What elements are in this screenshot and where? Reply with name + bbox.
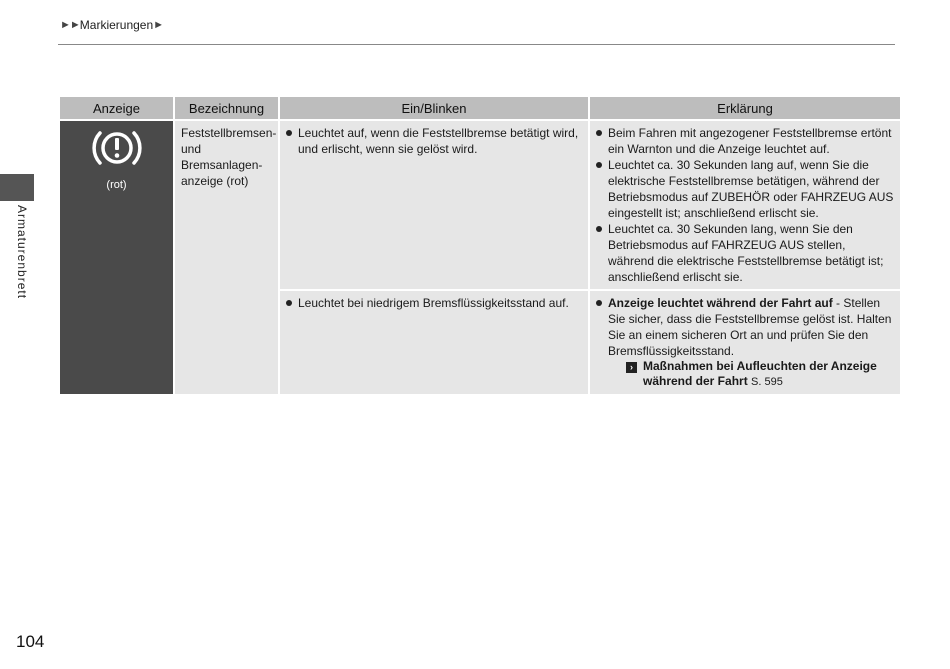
header-bezeichnung: Bezeichnung bbox=[175, 97, 278, 119]
list-item: Beim Fahren mit angezogener Feststellbremse ertönt ein Warnton und die Anzeige leuchtet auf. bbox=[596, 125, 894, 157]
list-item: Leuchtet bei niedrigem Bremsflüssigkeitsstand auf. bbox=[286, 295, 582, 311]
indicator-name-cell bbox=[175, 121, 278, 394]
page-number: 104 bbox=[16, 632, 45, 651]
explanation-cell bbox=[590, 121, 900, 289]
table-header-row bbox=[60, 97, 900, 119]
list-item: Leuchtet auf, wenn die Feststellbremse betätigt wird, und erlischt, wenn sie gelöst wird. bbox=[286, 125, 582, 157]
explanation-heading: Anzeige leuchtet während der Fahrt auf bbox=[608, 296, 833, 310]
cross-reference-icon: › bbox=[626, 362, 637, 373]
indicator-name-line: anzeige (rot) bbox=[181, 174, 249, 188]
explanation-cell bbox=[590, 291, 900, 394]
list-item: Leuchtet ca. 30 Sekunden lang auf, wenn Sie die elektrische Feststellbremse betätigen, während der Betriebsmodus auf ZUBEHÖR oder FAHRZEUG AUS eingestellt ist; anschließend erlischt sie. bbox=[596, 157, 894, 221]
cross-reference[interactable] bbox=[626, 359, 894, 390]
list-item: Leuchtet ca. 30 Sekunden lang, wenn Sie den Betriebsmodus auf FAHRZEUG AUS stellen, während die elektrische Feststellbremse betätigt ist; anschließend erlischt sie. bbox=[596, 221, 894, 285]
breadcrumb bbox=[60, 18, 163, 32]
parking-brake-warning-icon bbox=[89, 125, 145, 175]
cross-reference-page: S. 595 bbox=[751, 376, 783, 388]
breadcrumb-arrows: ►► bbox=[60, 19, 80, 31]
breadcrumb-arrow: ► bbox=[153, 19, 164, 31]
indicator-table bbox=[58, 95, 902, 396]
indicator-name-line: Feststellbremsen- bbox=[181, 126, 277, 140]
on-blink-cell bbox=[280, 291, 588, 394]
table-row bbox=[60, 121, 900, 289]
header-ein-blinken: Ein/Blinken bbox=[280, 97, 588, 119]
breadcrumb-label[interactable]: Markierungen bbox=[79, 18, 154, 32]
list-item bbox=[596, 295, 894, 359]
cross-reference-link[interactable]: Maßnahmen bei Aufleuchten der Anzeige während der Fahrt bbox=[643, 359, 877, 388]
section-label: Armaturenbrett bbox=[15, 205, 29, 300]
on-blink-cell bbox=[280, 121, 588, 289]
header-divider bbox=[58, 44, 895, 45]
section-tab bbox=[0, 174, 34, 201]
header-anzeige: Anzeige bbox=[60, 97, 173, 119]
indicator-name-line: und Bremsanlagen- bbox=[181, 142, 263, 172]
explanation-text: - Stellen Sie sicher, dass die Feststellbremse gelöst ist. Halten Sie an einem sicheren Ort an und prüfen Sie den Bremsflüssigkeitsstand. bbox=[608, 296, 892, 358]
indicator-color-label: (rot) bbox=[106, 179, 127, 191]
indicator-cell bbox=[60, 121, 173, 394]
header-erklaerung: Erklärung bbox=[590, 97, 900, 119]
